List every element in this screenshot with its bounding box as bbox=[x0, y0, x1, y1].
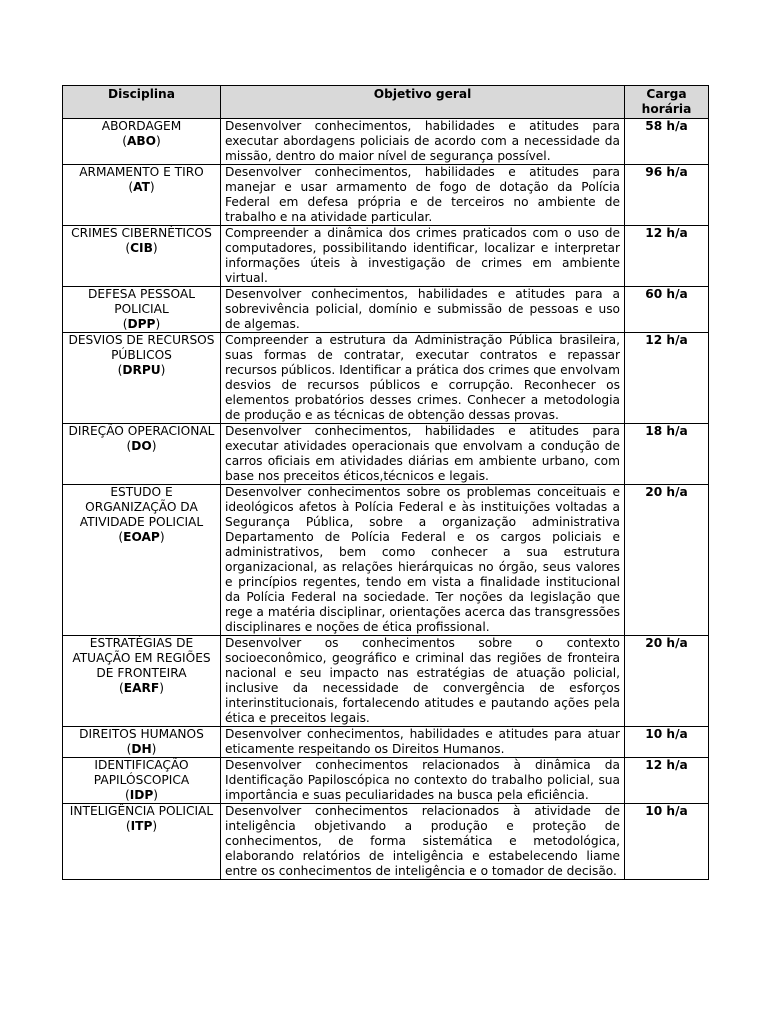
discipline-cell bbox=[63, 226, 221, 287]
hours-cell: 10 h/a bbox=[625, 727, 709, 758]
hours-cell: 20 h/a bbox=[625, 636, 709, 727]
discipline-cell bbox=[63, 165, 221, 226]
curriculum-table bbox=[62, 85, 709, 880]
hours-cell: 58 h/a bbox=[625, 119, 709, 165]
discipline-code-wrapper: (DO) bbox=[126, 439, 157, 453]
discipline-name: DEFESA PESSOAL POLICIAL bbox=[88, 287, 195, 316]
discipline-name: ABORDAGEM bbox=[101, 119, 182, 133]
discipline-code-wrapper: (DPP) bbox=[122, 317, 161, 331]
hours-cell: 96 h/a bbox=[625, 165, 709, 226]
discipline-code: ABO bbox=[126, 134, 157, 148]
discipline-name: IDENTIFICAÇÃO PAPILÓSCOPICA bbox=[93, 758, 190, 787]
discipline-code: EARF bbox=[123, 681, 160, 695]
objective-cell: Desenvolver conhecimentos sobre os problemas conceituais e ideológicos afetos à Polícia Federal e às instituições voltadas a Segurança Pública, sobre a organização administrativa Departamento de Polícia Federal e os cargos policiais e administrativos, bem como conhecer a sua estrutura organizacional, as relações hierárquicas no órgão, seus valores e princípios regentes, tendo em vista a finalidade institucional da Polícia Federal na sociedade. Ter noções da legislação que rege a matéria disciplinar, orientações acerca das transgressões disciplinares e noções de ética profissional. bbox=[221, 485, 625, 636]
discipline-code: DO bbox=[131, 439, 152, 453]
objective-cell: Desenvolver conhecimentos, habilidades e atitudes para a sobrevivência policial, domínio e submissão de pessoas e uso de algemas. bbox=[221, 287, 625, 333]
hours-cell: 10 h/a bbox=[625, 804, 709, 880]
discipline-code-wrapper: (IDP) bbox=[124, 788, 159, 802]
discipline-code-wrapper: (ITP) bbox=[125, 819, 158, 833]
header-row bbox=[63, 86, 709, 119]
objective-cell: Desenvolver conhecimentos relacionados à atividade de inteligência objetivando a produção e proteção de conhecimentos, de forma sistemática e metodológica, elaborando relatórios de inteligência e estabelecendo liame entre os conhecimentos de inteligência e o tomador de decisão. bbox=[221, 804, 625, 880]
table-header bbox=[63, 86, 709, 119]
table-row bbox=[63, 636, 709, 727]
discipline-code: AT bbox=[133, 180, 150, 194]
objective-cell: Desenvolver conhecimentos relacionados à dinâmica da Identificação Papiloscópica no contexto do trabalho policial, sua importância e suas peculiaridades na busca pela eficiência. bbox=[221, 758, 625, 804]
discipline-code-wrapper: (DH) bbox=[126, 742, 157, 756]
table-body bbox=[63, 119, 709, 880]
hours-cell: 60 h/a bbox=[625, 287, 709, 333]
discipline-cell bbox=[63, 333, 221, 424]
discipline-code-wrapper: (DRPU) bbox=[117, 363, 166, 377]
discipline-name: INTELIGÊNCIA POLICIAL bbox=[69, 804, 214, 818]
discipline-cell bbox=[63, 119, 221, 165]
objective-cell: Desenvolver conhecimentos, habilidades e atitudes para manejar e usar armamento de fogo de dotação da Polícia Federal em defesa própria e de terceiros no ambiente de trabalho e na atividade particular. bbox=[221, 165, 625, 226]
discipline-code: DRPU bbox=[122, 363, 161, 377]
objective-cell: Desenvolver os conhecimentos sobre o contexto socioeconômico, geográfico e criminal das regiões de fronteira nacional e seu impacto nas estratégias de atuação policial, inclusive da necessidade de convergência de esforços interinstitucionais, fortalecendo atitudes e pautando ações pela ética e preceitos legais. bbox=[221, 636, 625, 727]
hours-cell: 12 h/a bbox=[625, 333, 709, 424]
discipline-cell bbox=[63, 636, 221, 727]
discipline-code-wrapper: (EOAP) bbox=[118, 530, 165, 544]
discipline-name: ESTRATÉGIAS DE ATUAÇÃO EM REGIÕES DE FRONTEIRA bbox=[72, 636, 211, 680]
header-hours: Carga horária bbox=[625, 86, 709, 119]
discipline-cell bbox=[63, 424, 221, 485]
discipline-cell bbox=[63, 804, 221, 880]
objective-cell: Compreender a estrutura da Administração Pública brasileira, suas formas de contratar, executar contratos e repassar recursos públicos. Identificar a prática dos crimes que envolvam desvios de recursos públicos e corrupção. Reconhecer os elementos probatórios desses crimes. Conhecer a metodologia de produção e as técnicas de obtenção dessas provas. bbox=[221, 333, 625, 424]
discipline-name: DIREITOS HUMANOS bbox=[79, 727, 204, 741]
discipline-name: ARMAMENTO E TIRO bbox=[79, 165, 204, 179]
objective-cell: Desenvolver conhecimentos, habilidades e atitudes para executar atividades operacionais que envolvam a condução de carros oficiais em atividades diárias em ambiente urbano, com base nos preceitos éticos,técnicos e legais. bbox=[221, 424, 625, 485]
discipline-cell bbox=[63, 287, 221, 333]
discipline-code-wrapper: (AT) bbox=[128, 180, 155, 194]
objective-cell: Compreender a dinâmica dos crimes praticados com o uso de computadores, possibilitando identificar, localizar e interpretar informações úteis à investigação de crimes em ambiente virtual. bbox=[221, 226, 625, 287]
table-row bbox=[63, 727, 709, 758]
hours-cell: 20 h/a bbox=[625, 485, 709, 636]
table-row bbox=[63, 333, 709, 424]
table-row bbox=[63, 226, 709, 287]
table-row bbox=[63, 287, 709, 333]
discipline-code: EOAP bbox=[123, 530, 160, 544]
discipline-code: ITP bbox=[130, 819, 153, 833]
table-row bbox=[63, 119, 709, 165]
discipline-name: DESVIOS DE RECURSOS PÚBLICOS bbox=[68, 333, 215, 362]
hours-cell: 12 h/a bbox=[625, 226, 709, 287]
discipline-code-wrapper: (CIB) bbox=[125, 241, 158, 255]
hours-cell: 18 h/a bbox=[625, 424, 709, 485]
header-objective: Objetivo geral bbox=[221, 86, 625, 119]
discipline-code-wrapper: (ABO) bbox=[122, 134, 161, 148]
discipline-code: DPP bbox=[127, 317, 156, 331]
discipline-code-wrapper: (EARF) bbox=[119, 681, 164, 695]
table-row bbox=[63, 804, 709, 880]
discipline-code: IDP bbox=[129, 788, 154, 802]
discipline-name: DIREÇÃO OPERACIONAL bbox=[68, 424, 215, 438]
hours-cell: 12 h/a bbox=[625, 758, 709, 804]
table-row bbox=[63, 758, 709, 804]
discipline-cell bbox=[63, 727, 221, 758]
discipline-code: DH bbox=[131, 742, 152, 756]
discipline-code: CIB bbox=[130, 241, 153, 255]
header-discipline: Disciplina bbox=[63, 86, 221, 119]
discipline-cell bbox=[63, 485, 221, 636]
discipline-name: CRIMES CIBERNÉTICOS bbox=[71, 226, 212, 240]
objective-cell: Desenvolver conhecimentos, habilidades e atitudes para executar abordagens policiais de acordo com a necessidade da missão, dentro do maior nível de segurança possível. bbox=[221, 119, 625, 165]
discipline-name: ESTUDO E ORGANIZAÇÃO DA ATIVIDADE POLICIAL bbox=[79, 485, 204, 529]
table-row bbox=[63, 165, 709, 226]
discipline-cell bbox=[63, 758, 221, 804]
objective-cell: Desenvolver conhecimentos, habilidades e atitudes para atuar eticamente respeitando os Direitos Humanos. bbox=[221, 727, 625, 758]
table-row bbox=[63, 485, 709, 636]
table-row bbox=[63, 424, 709, 485]
